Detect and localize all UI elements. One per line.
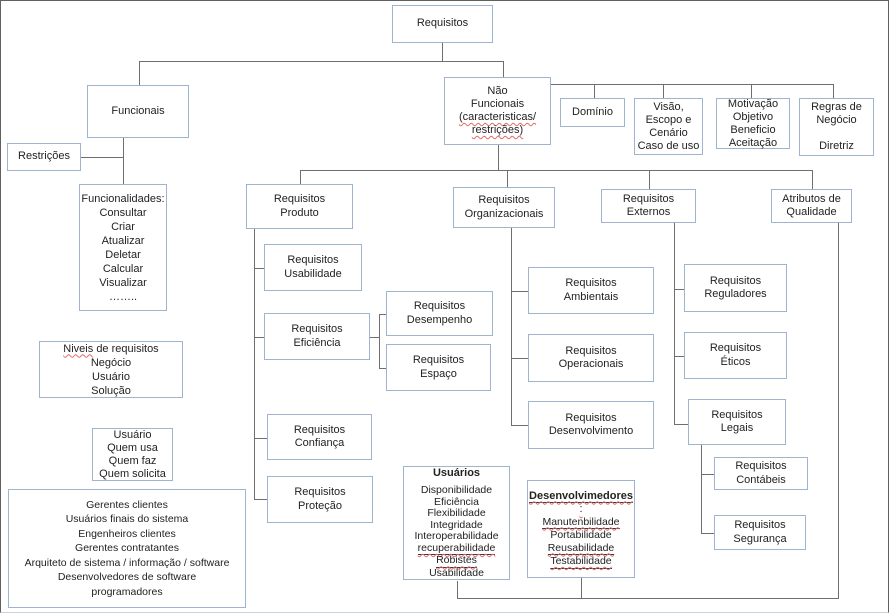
- label-line: Quem faz: [108, 454, 157, 467]
- node-requisitos-produto[interactable]: [246, 184, 353, 229]
- label-line: Flexibilidade: [427, 507, 486, 520]
- label-line: Motivação: [727, 97, 779, 110]
- label-line: Integridade: [430, 518, 483, 531]
- label-line: Funcionais: [470, 98, 525, 110]
- connector-line: [498, 145, 499, 170]
- label-line: Qualidade: [786, 206, 837, 218]
- group-header-misspelled: Desenvolvimedores: [529, 489, 633, 502]
- label-line: Não: [487, 85, 508, 97]
- node-requisitos-confianca[interactable]: [267, 414, 372, 460]
- label-line: Confiança: [294, 437, 345, 449]
- connector-line: [701, 474, 714, 475]
- label-line: Criar: [111, 220, 135, 233]
- node-regras-negocio[interactable]: [799, 98, 874, 156]
- label-line: Reguladores: [704, 288, 767, 300]
- node-niveis-requisitos[interactable]: [39, 341, 183, 398]
- connector-line: [442, 43, 443, 61]
- label-line-misspelled: Testabilidade: [550, 555, 612, 567]
- label-line: Requisitos: [413, 300, 466, 312]
- node-requisitos-eticos[interactable]: [684, 332, 787, 379]
- node-requisitos-legais[interactable]: [688, 399, 786, 445]
- label-line: Domínio: [572, 105, 613, 118]
- label-line: Requisitos: [416, 17, 469, 30]
- connector-line: [511, 228, 512, 425]
- label-line: Atualizar: [101, 234, 145, 247]
- connector-line: [254, 268, 264, 269]
- label-line-misspelled: (caracteristicas/: [458, 111, 537, 123]
- label-line: Legais: [720, 422, 754, 434]
- node-funcionais[interactable]: [87, 85, 189, 138]
- label-line-misspelled: Robistes: [436, 554, 477, 567]
- node-usuario-quem[interactable]: [92, 428, 173, 481]
- label-line: Usuários finais do sistema: [65, 513, 189, 526]
- label-line: Requisitos: [287, 254, 339, 266]
- label-line: Éticos: [720, 355, 751, 368]
- label-line-misspelled: recuperabilidade: [417, 541, 496, 554]
- connector-line: [663, 84, 664, 98]
- label-line: Disponibilidade: [420, 484, 493, 497]
- label-line: Arquiteto de sistema / informação / software: [24, 556, 230, 569]
- connector-line: [139, 61, 140, 85]
- node-requisitos-usabilidade[interactable]: [264, 244, 362, 291]
- label-line: Eficiência: [293, 336, 341, 349]
- node-requisitos-operacionais[interactable]: [528, 334, 654, 382]
- node-requisitos[interactable]: [392, 5, 493, 43]
- label-line: Requisitos: [565, 411, 617, 424]
- connector-line: [300, 170, 301, 184]
- connector-line: [833, 84, 834, 98]
- label-line: Gerentes contratantes: [75, 542, 179, 555]
- label-line: Escopo e: [645, 113, 692, 126]
- connector-line: [511, 358, 528, 359]
- label-line: Requisitos: [291, 323, 343, 335]
- label-line-misspelled: restrições): [471, 124, 524, 136]
- label-line-misspelled: Manutenbilidade: [542, 515, 620, 528]
- label-line: Usuário: [92, 370, 130, 383]
- label-line: ……..: [108, 290, 138, 303]
- node-usuarios-atributos[interactable]: [403, 466, 510, 580]
- connector-line: [507, 170, 508, 187]
- node-stakeholders[interactable]: [8, 489, 246, 608]
- connector-line: [701, 445, 702, 533]
- connector-line: [379, 314, 386, 315]
- connector-line: [457, 581, 458, 598]
- connector-line: [254, 438, 267, 439]
- node-visao-escopo[interactable]: [634, 98, 703, 155]
- label-line: Visão,: [653, 100, 684, 113]
- label-line: Quem solicita: [99, 467, 166, 480]
- connector-line: [581, 578, 582, 598]
- connector-line: [812, 170, 813, 189]
- node-requisitos-espaco[interactable]: [386, 344, 491, 391]
- label-line: Solução: [91, 384, 131, 397]
- label-line: Requisitos: [294, 486, 346, 498]
- label-line: Externos: [626, 206, 671, 218]
- label-line: Aceitação: [728, 136, 778, 149]
- label-line: Contábeis: [736, 473, 786, 486]
- node-requisitos-reguladores[interactable]: [684, 264, 787, 312]
- connector-line: [81, 157, 123, 158]
- label-line: Regras de: [811, 101, 862, 113]
- label-line: Caso de uso: [637, 139, 700, 152]
- label-line: Requisitos: [735, 460, 787, 472]
- connector-line: [674, 223, 675, 424]
- connector-line: [674, 289, 684, 290]
- node-motivacao[interactable]: [716, 98, 790, 149]
- label-line: Consultar: [99, 206, 147, 219]
- label-line: Deletar: [105, 248, 141, 261]
- label-line: Interoperabilidade: [414, 530, 499, 543]
- connector-line: [457, 598, 839, 599]
- connector-line: [838, 223, 839, 598]
- node-requisitos-organizacionais[interactable]: [453, 187, 555, 228]
- label-line: Cenário: [649, 126, 688, 139]
- label-line: Requisitos: [565, 344, 617, 357]
- connector-line: [701, 533, 714, 534]
- label-line: Usabilidade: [284, 267, 342, 280]
- node-requisitos-ambientais[interactable]: [528, 267, 654, 314]
- connector-line: [751, 84, 752, 98]
- label-line: Quem usa: [107, 441, 158, 454]
- label-line: Requisitos: [709, 274, 762, 287]
- label-line: Requisitos: [734, 519, 786, 531]
- connector-line: [254, 337, 264, 338]
- label-line: Operacionais: [558, 358, 624, 370]
- connector-line: [379, 314, 380, 369]
- label-line: Requisitos: [622, 192, 675, 205]
- node-dominio[interactable]: [560, 98, 625, 127]
- node-requisitos-desenvolvimento[interactable]: [528, 401, 654, 449]
- label-line: Objetivo: [732, 110, 774, 123]
- label-line: Segurança: [733, 532, 787, 545]
- label-line: Diretriz: [819, 140, 854, 152]
- node-restricoes[interactable]: [7, 143, 81, 171]
- node-funcionalidades[interactable]: [79, 184, 167, 311]
- label-line: Requisitos: [565, 277, 617, 289]
- connector-line: [379, 368, 386, 369]
- connector-line: [254, 499, 267, 500]
- label-line: Calcular: [102, 262, 144, 275]
- node-requisitos-externos[interactable]: [601, 189, 696, 223]
- misspelled-word: Niveis: [63, 342, 94, 355]
- connector-line: [139, 61, 504, 62]
- connector-line: [254, 229, 255, 500]
- label-line-misspelled: Reusabilidade: [547, 541, 615, 554]
- label-line: Ambientais: [563, 290, 619, 303]
- connector-line: [123, 138, 124, 184]
- label-line: Requisitos: [273, 193, 326, 205]
- connector-line: [370, 337, 379, 338]
- connector-line: [674, 356, 684, 357]
- node-requisitos-desempenho[interactable]: [386, 291, 493, 336]
- node-nao-funcionais[interactable]: [444, 77, 551, 145]
- label-line: Funcionais: [111, 104, 165, 117]
- label-line: Portabilidade: [550, 529, 612, 541]
- connector-line: [594, 84, 595, 98]
- connector-line: [503, 61, 504, 77]
- node-requisitos-protecao[interactable]: [267, 476, 373, 523]
- label-line: Desenvolvimento: [548, 425, 634, 437]
- label-line: programadores: [91, 585, 163, 598]
- label-line: Organizacionais: [464, 207, 544, 220]
- connector-line: [674, 424, 688, 425]
- label-line: Negócio: [816, 114, 857, 126]
- label-line: Negócio: [90, 356, 132, 369]
- label-line: Funcionalidades:: [81, 192, 165, 205]
- group-header: Usuários: [432, 466, 481, 479]
- label-line: Requisitos: [711, 408, 763, 421]
- label-line: Visualizar: [99, 276, 147, 289]
- label-line: Restrições: [18, 150, 70, 163]
- connector-line: [300, 170, 813, 171]
- label-line: Proteção: [297, 499, 343, 512]
- connector-line: [649, 170, 650, 189]
- label-line: Atributos de: [782, 192, 841, 205]
- label-line: Beneficio: [730, 123, 776, 136]
- label-line: Desempenho: [406, 313, 473, 326]
- node-requisitos-seguranca[interactable]: [714, 515, 806, 550]
- label-line: Desenvolvedores de software: [57, 571, 197, 584]
- label-line: [835, 127, 838, 140]
- label-line: Usabilidade: [429, 566, 484, 579]
- label-line: Eficiência: [434, 495, 479, 508]
- node-requisitos-eficiencia[interactable]: [264, 313, 370, 360]
- label-line: Usuário: [113, 428, 152, 441]
- label-line: Gerentes clientes: [86, 498, 168, 511]
- label-line: Requisitos: [412, 354, 465, 366]
- node-atributos-qualidade[interactable]: [771, 189, 852, 223]
- label-line: Requisitos: [293, 423, 346, 436]
- connector-line: [511, 291, 528, 292]
- label-line: Engenheiros clientes: [78, 527, 176, 540]
- label-line: :: [579, 503, 583, 515]
- label-line: [63, 342, 158, 356]
- node-requisitos-contabeis[interactable]: [714, 457, 808, 490]
- connector-line: [511, 425, 528, 426]
- node-desenvolvedores-atributos[interactable]: [527, 480, 635, 578]
- label-text: de requisitos: [96, 342, 159, 355]
- label-line: Requisitos: [709, 342, 762, 354]
- label-line: Produto: [280, 206, 319, 219]
- label-line: Espaço: [420, 367, 457, 380]
- label-line: Requisitos: [478, 194, 530, 206]
